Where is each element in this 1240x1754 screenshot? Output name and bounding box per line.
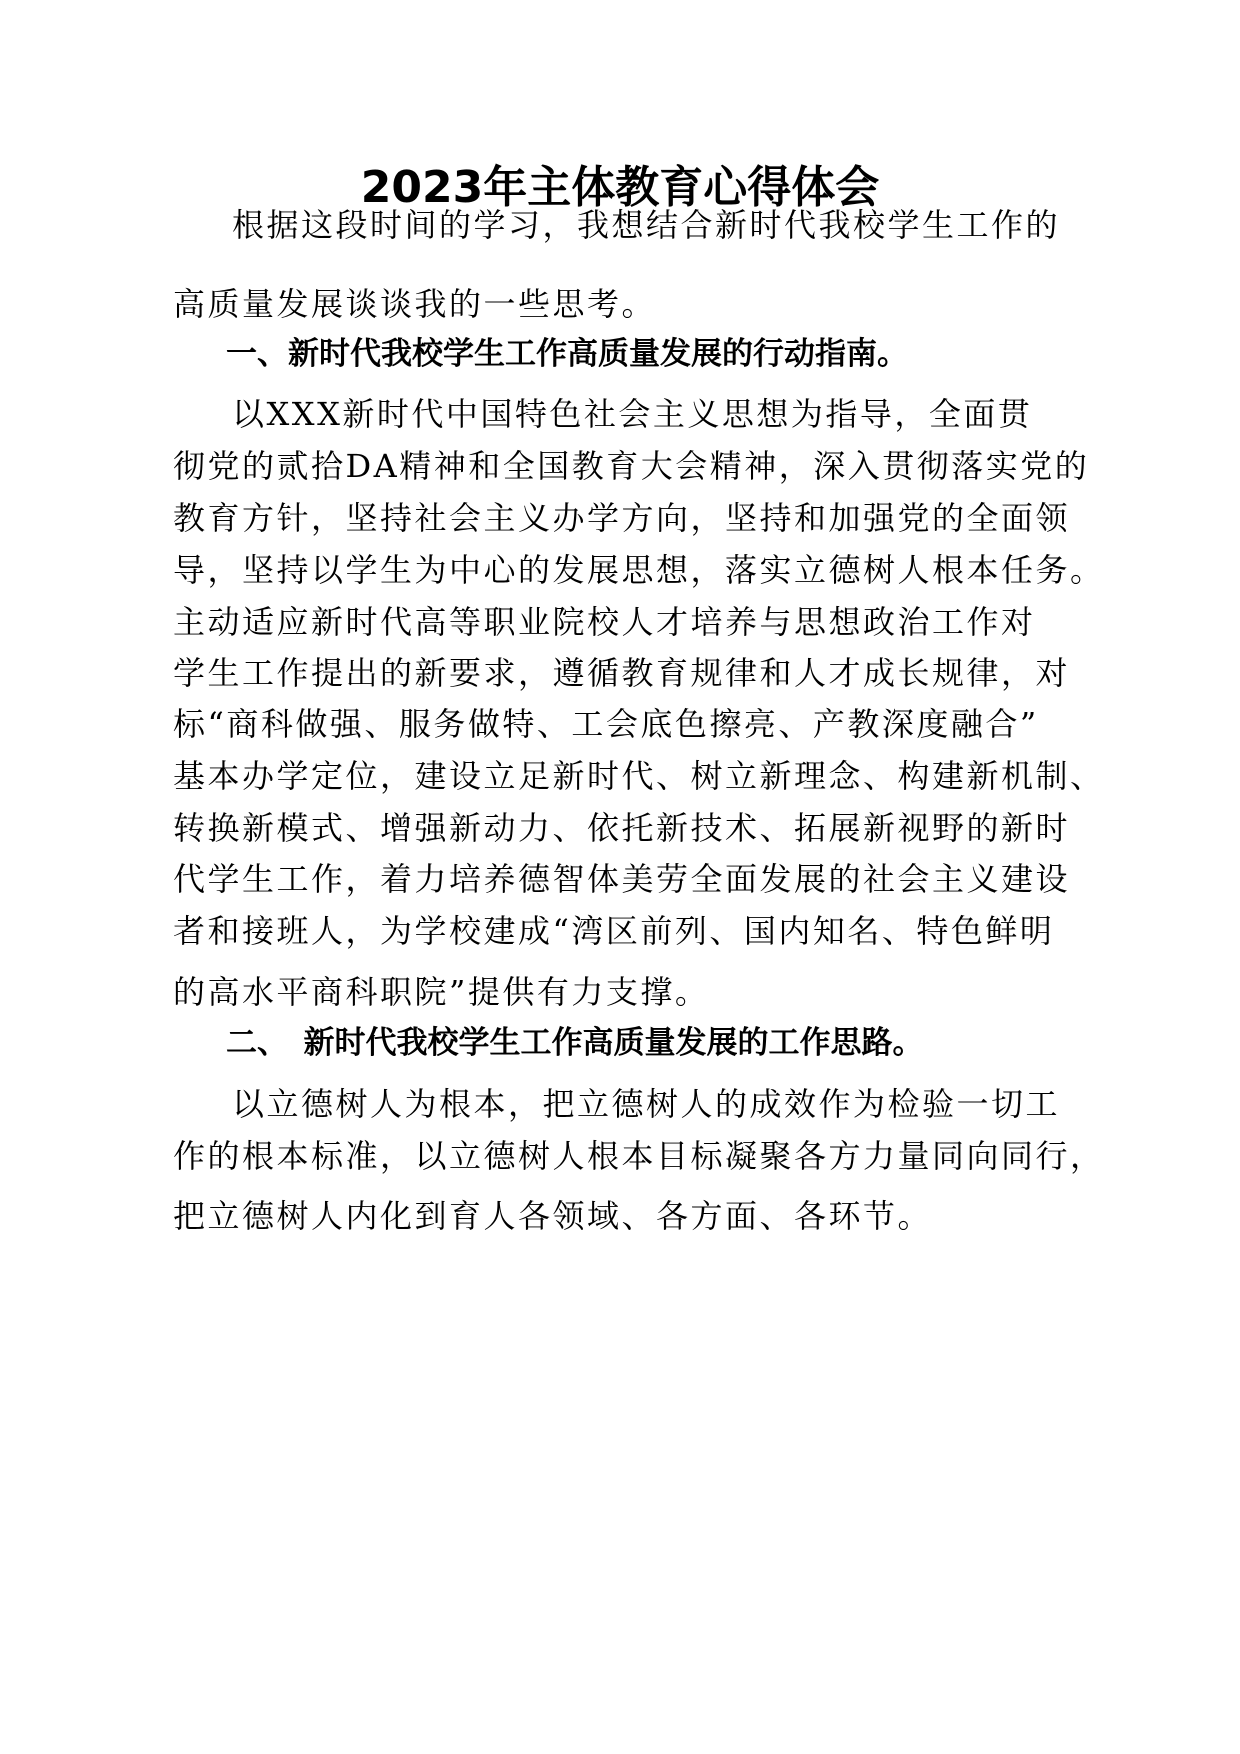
section-2-line-3: 把立德树人内化到育人各领域、各方面、各环节。 [173, 1197, 933, 1235]
document-title: 2023年主体教育心得体会 [360, 162, 880, 213]
section-2-line-2: 作的根本标准，以立德树人根本目标凝聚各方力量同向同行， [173, 1137, 1105, 1175]
section-1-line-10: 代学生工作，着力培养德智体美劳全面发展的社会主义建设 [173, 860, 1071, 898]
section-1-line-6: 学生工作提出的新要求，遵循教育规律和人才成长规律，对 [173, 654, 1071, 692]
section-1-line-3: 教育方针，坚持社会主义办学方向，坚持和加强党的全面领 [173, 499, 1071, 537]
section-1-line-8: 基本办学定位，建设立足新时代、树立新理念、构建新机制、 [173, 757, 1105, 795]
section-1-line-4: 导，坚持以学生为中心的发展思想，落实立德树人根本任务。 [173, 551, 1105, 589]
section-1-line-2: 彻党的贰拾DA精神和全国教育大会精神，深入贯彻落实党的 [173, 447, 1090, 485]
section-1-heading: 一、新时代我校学生工作高质量发展的行动指南。 [226, 336, 908, 372]
section-1-line-5: 主动适应新时代高等职业院校人才培养与思想政治工作对 [173, 603, 1036, 641]
section-1-line-9: 转换新模式、增强新动力、依托新技术、拓展新视野的新时 [173, 809, 1071, 847]
section-1-line-12: 的高水平商科职院”提供有力支撑。 [173, 973, 710, 1011]
section-2-heading: 二、 新时代我校学生工作高质量发展的工作思路。 [226, 1025, 924, 1061]
section-1-line-7: 标“商科做强、服务做特、工会底色擦亮、产教深度融合” [173, 705, 1039, 743]
section-2-line-1: 以立德树人为根本，把立德树人的成效作为检验一切工 [232, 1085, 1061, 1123]
section-1-line-11: 者和接班人，为学校建成“湾区前列、国内知名、特色鲜明 [173, 912, 1055, 950]
intro-line-2: 高质量发展谈谈我的一些思考。 [173, 285, 657, 323]
section-1-line-1: 以XXX新时代中国特色社会主义思想为指导，全面贯 [232, 395, 1033, 433]
intro-line-1: 根据这段时间的学习，我想结合新时代我校学生工作的 [232, 206, 1061, 244]
